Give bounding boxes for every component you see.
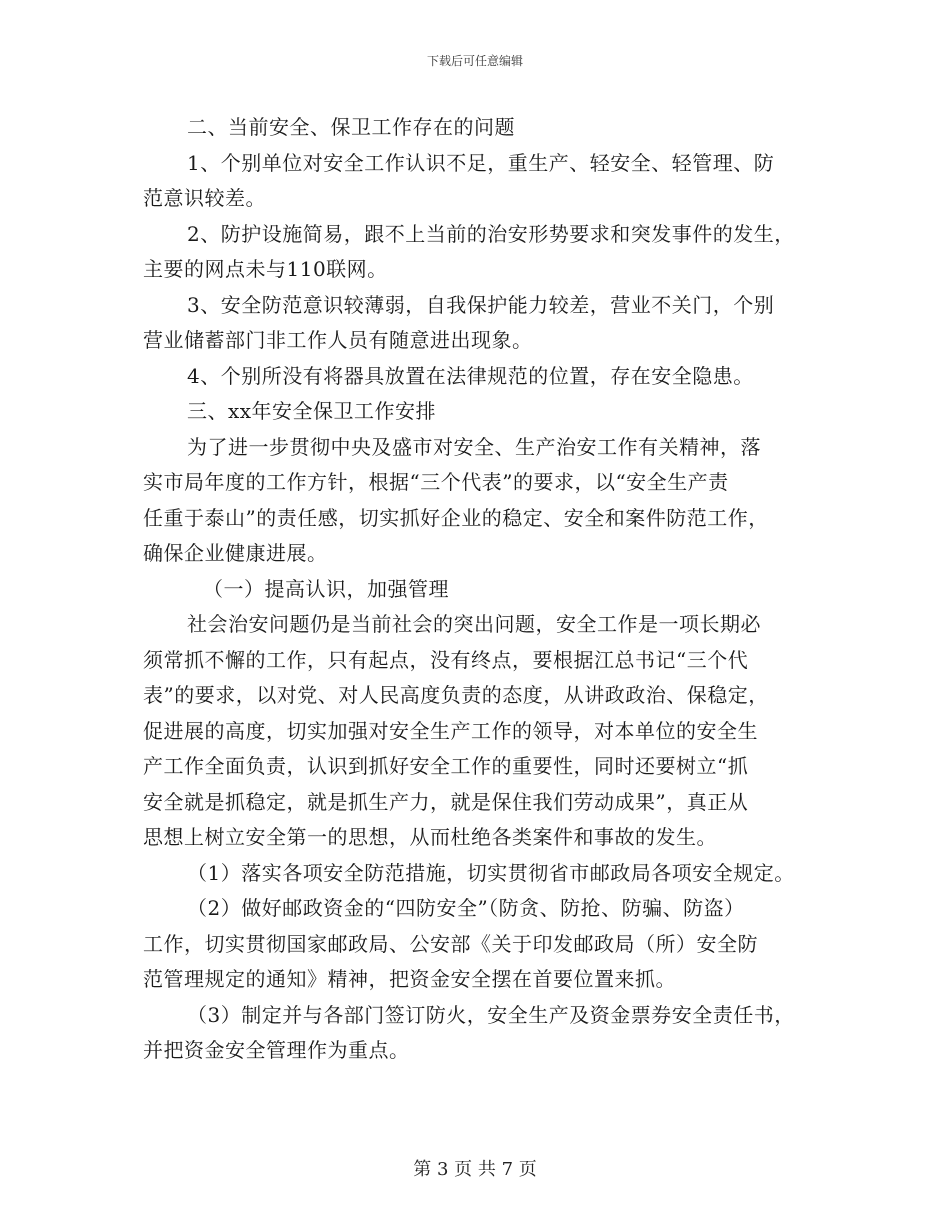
paragraph-line: 产工作全面负责，认识到抓好安全工作的重要性，同时还要树立“抓 bbox=[143, 754, 749, 778]
paragraph-line: 营业储蓄部门非工作人员有随意进出现象。 bbox=[143, 328, 533, 352]
section-heading: 二、当前安全、保卫工作存在的问题 bbox=[187, 115, 515, 139]
paragraph-line: 确保企业健康进展。 bbox=[143, 541, 328, 565]
paragraph-line: 任重于泰山”的责任感，切实抓好企业的稳定、安全和案件防范工作， bbox=[143, 505, 769, 530]
paragraph-line: 实市局年度的工作方针，根据“三个代表”的要求，以“安全生产责 bbox=[143, 470, 729, 494]
paragraph-line: 安全就是抓稳定，就是抓生产力，就是保住我们劳动成果”，真正从 bbox=[143, 789, 749, 814]
page-number: 第 3 页 共 7 页 bbox=[413, 1159, 537, 1180]
paragraph-line: 4、个别所没有将器具放置在法律规范的位置，存在安全隐患。 bbox=[187, 363, 754, 388]
paragraph-line: 2、防护设施简易，跟不上当前的治安形势要求和突发事件的发生， bbox=[187, 221, 795, 246]
paragraph-line: （1）落实各项安全防范措施，切实贯彻省市邮政局各项安全规定。 bbox=[187, 860, 795, 885]
paragraph-line: 促进展的高度，切实加强对安全生产工作的领导，对本单位的安全生 bbox=[143, 718, 758, 743]
document-body bbox=[143, 110, 827, 1069]
paragraph-line: 表”的要求，以对党、对人民高度负责的态度，从讲政政治、保稳定， bbox=[143, 683, 769, 707]
paragraph-line: 思想上树立安全第一的思想，从而杜绝各类案件和事故的发生。 bbox=[143, 825, 717, 849]
paragraph-line: 主要的网点未与110联网。 bbox=[143, 257, 388, 281]
paragraph-line: 社会治安问题仍是当前社会的突出问题，安全工作是一项长期必 bbox=[187, 612, 761, 636]
paragraph-line: 须常抓不懈的工作，只有起点，没有终点，要根据江总书记“三个代 bbox=[143, 647, 749, 672]
page-header-note: 下载后可任意编辑 bbox=[426, 54, 523, 68]
paragraph-line: 范意识较差。 bbox=[143, 186, 266, 210]
paragraph-line: 1、个别单位对安全工作认识不足，重生产、轻安全、轻管理、防 bbox=[187, 150, 775, 175]
paragraph-line: 工作，切实贯彻国家邮政局、公安部《关于印发邮政局（所）安全防 bbox=[143, 931, 758, 956]
paragraph-line: 范管理规定的通知》精神，把资金安全摆在首要位置来抓。 bbox=[143, 967, 676, 991]
paragraph-line: 为了进一步贯彻中央及盛市对安全、生产治安工作有关精神，落 bbox=[187, 434, 761, 459]
section-heading: 三、xx年安全保卫工作安排 bbox=[187, 399, 437, 423]
paragraph-line: 3、安全防范意识较薄弱，自我保护能力较差，营业不关门，个别 bbox=[187, 292, 775, 317]
paragraph-line: 并把资金安全管理作为重点。 bbox=[143, 1038, 410, 1062]
paragraph-line: （2）做好邮政资金的“四防安全”（防贪、防抢、防骗、防盗） bbox=[187, 896, 745, 920]
paragraph-line: （3）制定并与各部门签订防火，安全生产及资金票券安全责任书， bbox=[187, 1002, 795, 1027]
subsection-heading: （一）提高认识，加强管理 bbox=[203, 576, 449, 601]
